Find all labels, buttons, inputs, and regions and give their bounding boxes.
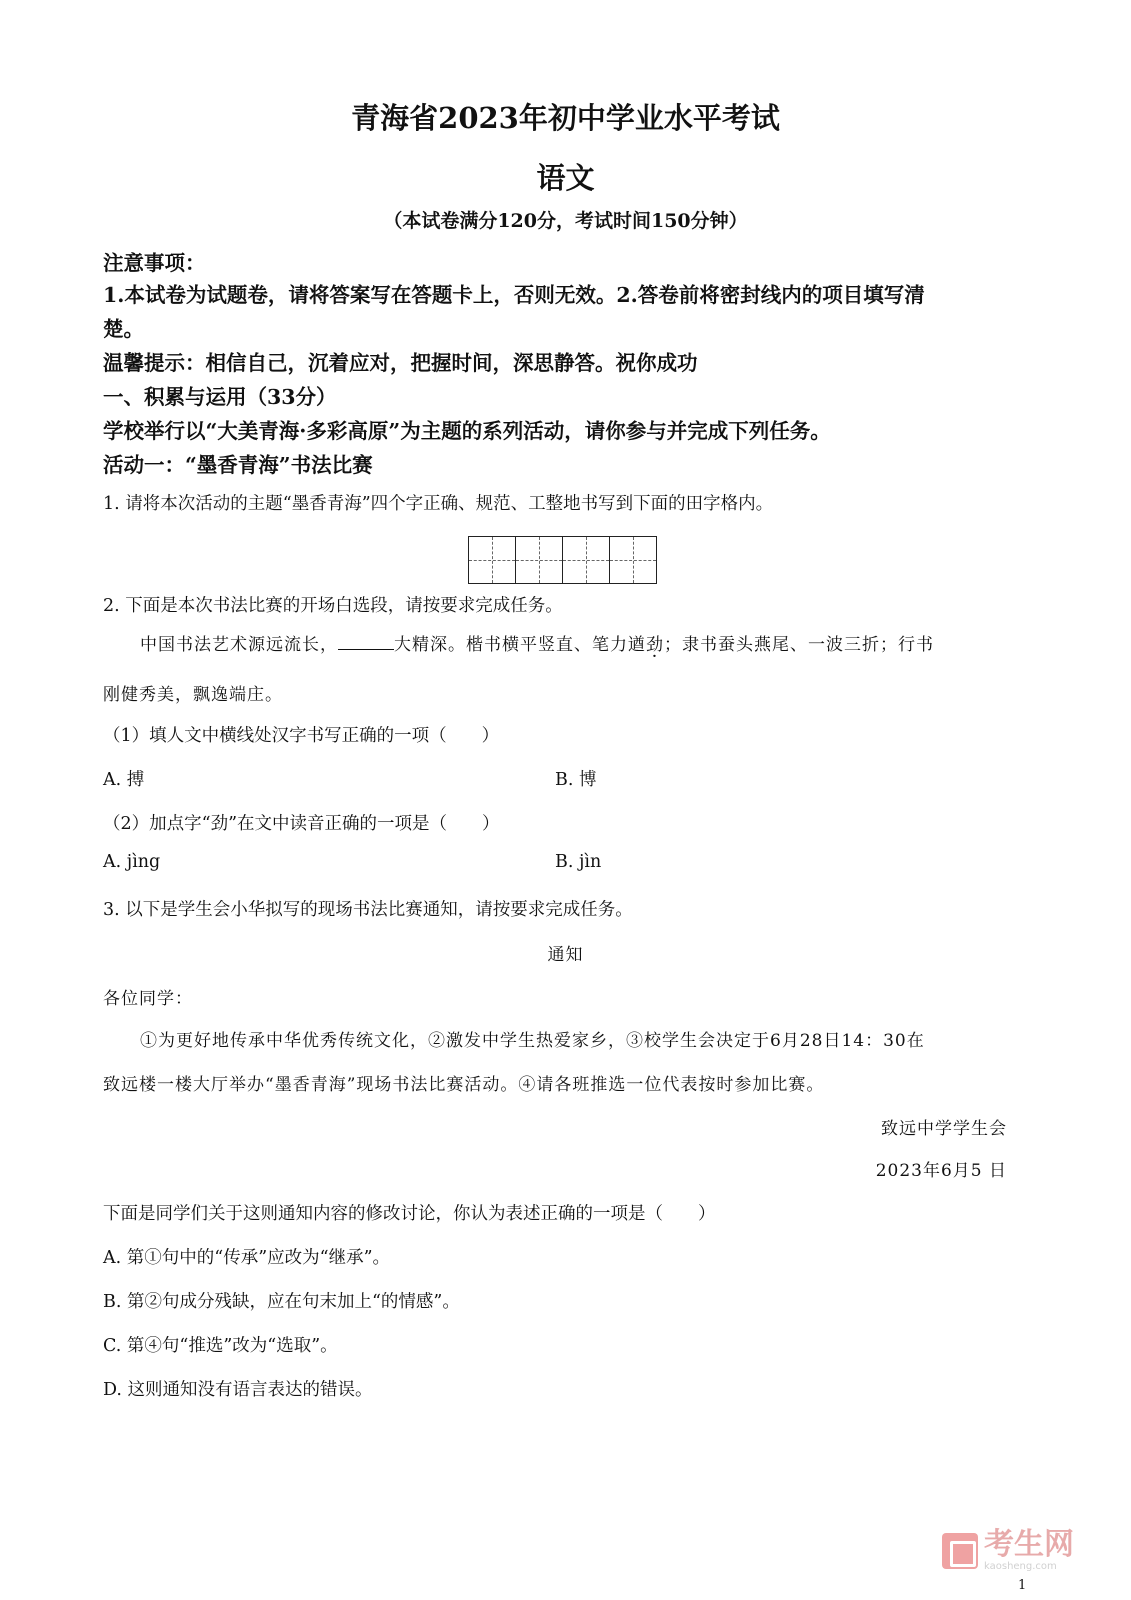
tianzige-cell[interactable]	[468, 536, 516, 584]
notice-body-line-2: 致远楼一楼大厅举办“墨香青海”现场书法比赛活动。④请各班推选一位代表按时参加比赛。	[103, 1075, 825, 1095]
notice-body-line-1: ①为更好地传承中华优秀传统文化，②激发中学生热爱家乡，③校学生会决定于6月28日14：30在	[140, 1031, 925, 1051]
option-b[interactable]: B. jìn	[555, 852, 602, 872]
passage-part-c: ；隶书蚕头燕尾、一波三折；行书	[664, 635, 934, 655]
option-c[interactable]: C. 第④句“推选”改为“选取”。	[103, 1336, 338, 1356]
notice-signature: 致远中学学生会	[881, 1119, 1007, 1139]
question-2: 2. 下面是本次书法比赛的开场白选段，请按要求完成任务。	[103, 596, 563, 616]
notice-date: 2023年6月5 日	[875, 1161, 1007, 1181]
notes-heading: 注意事项：	[103, 251, 206, 275]
notes-line-1: 1.本试卷为试题卷，请将答案写在答题卡上，否则无效。2.答卷前将密封线内的项目填写清	[103, 283, 925, 307]
option-b[interactable]: B. 博	[555, 770, 597, 790]
option-d[interactable]: D. 这则通知没有语言表达的错误。	[103, 1380, 373, 1400]
activity-one-heading: 活动一：“墨香青海”书法比赛	[103, 453, 373, 477]
notes-line-2: 楚。	[103, 317, 144, 341]
passage-line-1	[140, 630, 934, 655]
sub-question-2: （2）加点字“劲”在文中读音正确的一项是（ ）	[103, 814, 500, 834]
tianzige-cell[interactable]	[515, 536, 563, 584]
dotted-character: 劲	[646, 635, 664, 655]
warm-tip: 温馨提示：相信自己，沉着应对，把握时间，深思静答。祝你成功	[103, 351, 698, 375]
tianzige-cell[interactable]	[562, 536, 610, 584]
question-3: 3. 以下是学生会小华拟写的现场书法比赛通知，请按要求完成任务。	[103, 900, 633, 920]
exam-title: 青海省2023年初中学业水平考试	[351, 101, 780, 135]
passage-line-2: 刚健秀美，飘逸端庄。	[103, 685, 283, 705]
fill-blank[interactable]	[338, 635, 394, 650]
kaosheng-logo-icon	[942, 1533, 978, 1569]
passage-part-b: 大精深。楷书横平竖直、笔力遒	[394, 635, 646, 655]
section-heading: 一、积累与运用（33分）	[103, 385, 337, 409]
passage-part-a: 中国书法艺术源远流长，	[140, 635, 338, 655]
question-1: 1. 请将本次活动的主题“墨香青海”四个字正确、规范、工整地书写到下面的田字格内。	[103, 494, 774, 514]
notice-salutation: 各位同学：	[103, 989, 193, 1009]
section-intro: 学校举行以“大美青海·多彩高原”为主题的系列活动，请你参与并完成下列任务。	[103, 419, 831, 443]
option-a[interactable]: A. 搏	[103, 770, 145, 790]
tianzige-grid[interactable]	[468, 536, 657, 584]
tianzige-cell[interactable]	[609, 536, 657, 584]
notice-title: 通知	[547, 945, 584, 965]
page-number: 1	[1018, 1578, 1027, 1593]
watermark	[942, 1527, 1074, 1572]
question-3-prompt: 下面是同学们关于这则通知内容的修改讨论，你认为表述正确的一项是（ ）	[103, 1204, 716, 1224]
watermark-en: kaosheng.com	[984, 1561, 1057, 1572]
exam-meta: （本试卷满分120分，考试时间150分钟）	[383, 210, 748, 232]
exam-subject: 语文	[536, 161, 595, 195]
watermark-cn: 考生网	[984, 1527, 1074, 1562]
option-b[interactable]: B. 第②句成分残缺，应在句末加上“的情感”。	[103, 1292, 460, 1312]
option-a[interactable]: A. 第①句中的“传承”应改为“继承”。	[103, 1248, 391, 1268]
sub-question-1: （1）填人文中横线处汉字书写正确的一项（ ）	[103, 726, 500, 746]
option-a[interactable]: A. jìng	[103, 852, 161, 872]
